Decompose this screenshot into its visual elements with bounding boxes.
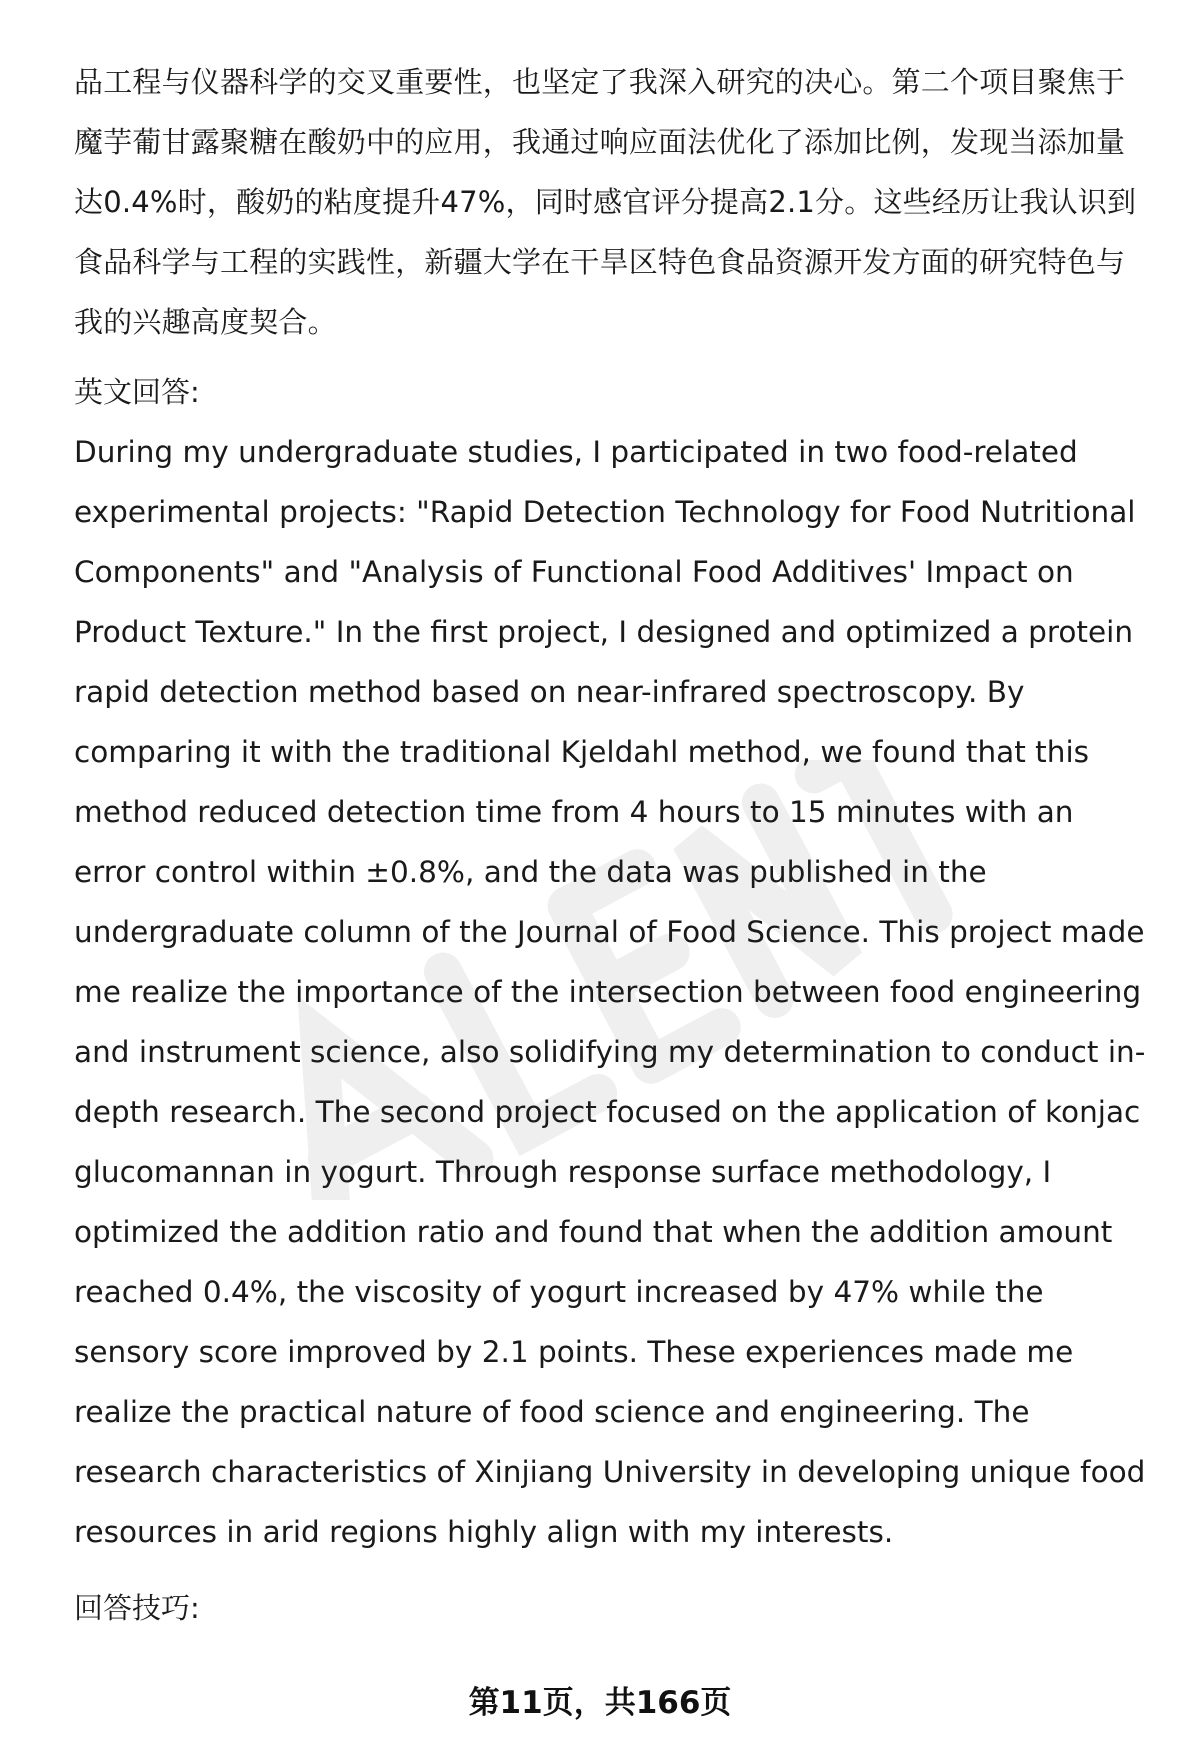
english-answer-paragraph: During my undergraduate studies, I participated in two food-related experimental projects: "Rapid Detection Technology for Food Nutritional Components" and "Analysis of Functional Food Additives' Impact on Product Texture." In the first project, I designed and optimized a protein rapid detection method based on near-infrared spectroscopy. By comparing it with the traditional Kjeldahl method, we found that this method reduced detection time from 4 hours to 15 minutes with an error control within ±0.8%, and the data was published in the undergraduate column of the Journal of Food Science. This project made me realize the importance of the intersection between food engineering and instrument science, also solidifying my determination to conduct in-depth research. The second project focused on the application of konjac glucomannan in yogurt. Through response surface methodology, I optimized the addition ratio and found that when the addition amount reached 0.4%, the viscosity of yogurt increased by 47% while the sensory score improved by 2.1 points. These experiences made me realize the practical nature of food science and engineering. The research characteristics of Xinjiang University in developing unique food resources in arid regions highly align with my interests.	[74, 435, 1146, 1549]
page-number-footer: 第11页，共166页	[468, 1685, 732, 1721]
document-body	[74, 52, 1154, 1638]
english-answer-label: 英文回答:	[74, 375, 200, 409]
answer-tips-label: 回答技巧:	[74, 1591, 200, 1625]
chinese-answer-paragraph: 品工程与仪器科学的交叉重要性，也坚定了我深入研究的决心。第二个项目聚焦于魔芋葡甘露聚糖在酸奶中的应用，我通过响应面法优化了添加比例，发现当添加量达0.4%时，酸奶的粘度提升47%，同时感官评分提高2.1分。这些经历让我认识到食品科学与工程的实践性，新疆大学在干旱区特色食品资源开发方面的研究特色与我的兴趣高度契合。	[74, 65, 1137, 339]
